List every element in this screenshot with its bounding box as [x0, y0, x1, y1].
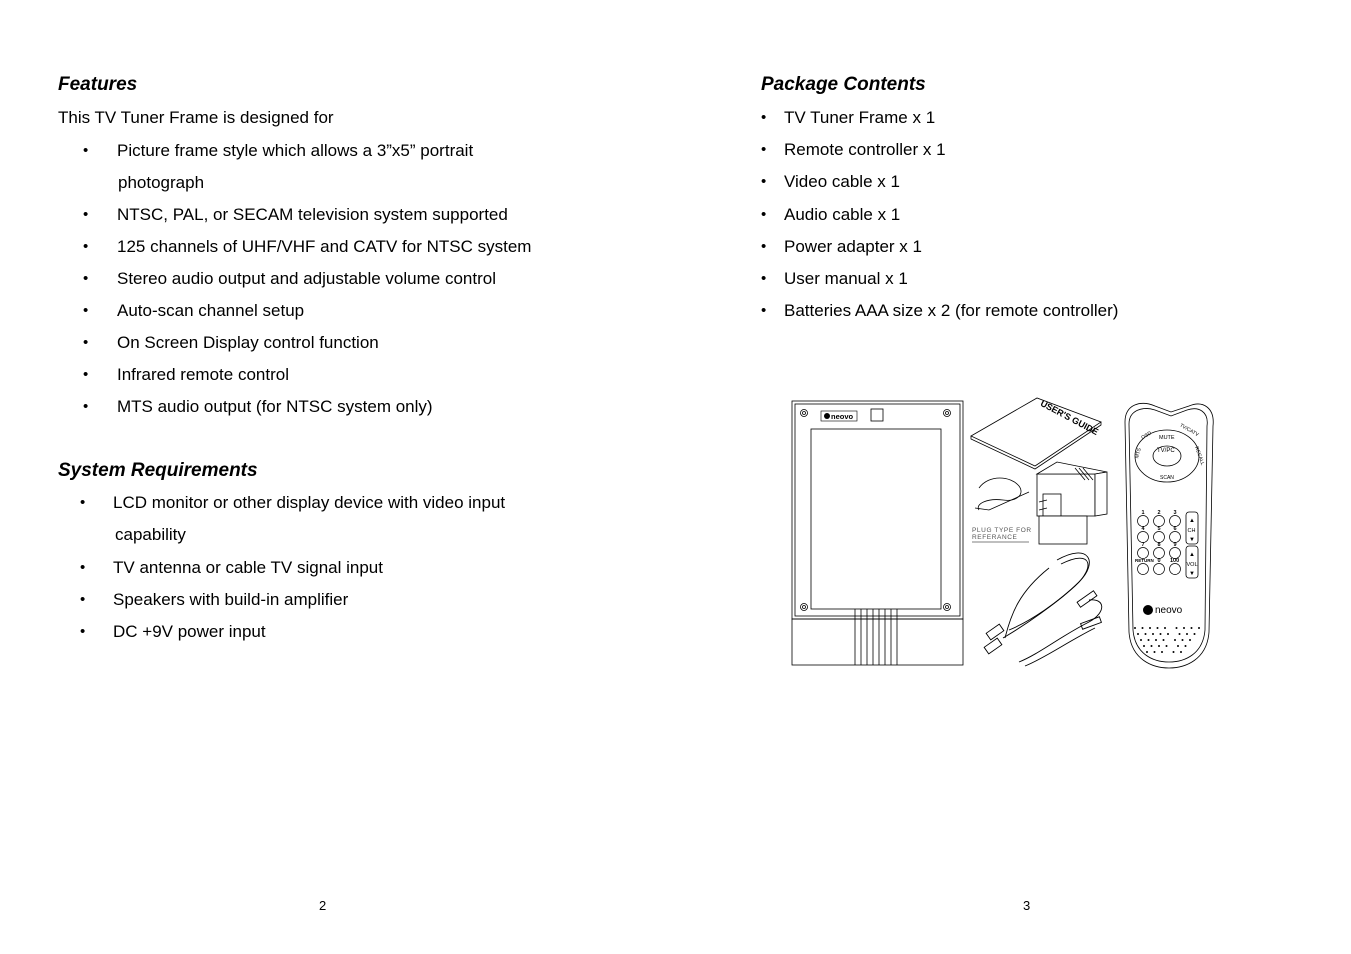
speaker-hole [1142, 627, 1144, 629]
bullet-icon: • [83, 366, 89, 383]
list-item [83, 333, 663, 365]
remote-key-label: 7 [1141, 542, 1145, 548]
remote-vol-up-icon: ▲ [1189, 552, 1195, 558]
speaker-hole [1161, 651, 1163, 653]
speaker-hole [1164, 627, 1166, 629]
cables-drawing [984, 553, 1102, 666]
remote-key [1138, 548, 1149, 559]
list-item-text: User manual x 1 [784, 268, 908, 288]
speaker-hole [1143, 645, 1145, 647]
list-item [83, 301, 663, 333]
bullet-icon: • [83, 302, 89, 319]
list-item-text: Power adapter x 1 [784, 236, 922, 256]
list-item [80, 558, 660, 590]
remote-key-label: 6 [1173, 526, 1177, 532]
features-list [83, 141, 663, 429]
list-item-text: Picture frame style which allows a 3”x5” portrait [117, 141, 474, 160]
remote-key [1138, 564, 1149, 575]
speaker-hole [1182, 639, 1184, 641]
list-item [761, 269, 1321, 301]
remote-key-label: 100 [1170, 558, 1180, 564]
bullet-icon: • [83, 142, 89, 159]
speaker-hole [1158, 645, 1160, 647]
remote-key-label: 3 [1173, 510, 1177, 516]
remote-key [1170, 516, 1181, 527]
speaker-hole [1194, 633, 1196, 635]
manual-drawing [971, 398, 1101, 469]
remote-key [1170, 548, 1181, 559]
list-item-text-continued: capability [115, 525, 186, 545]
remote-key-label: 8 [1157, 542, 1161, 548]
system-requirements-heading: System Requirements [58, 460, 258, 481]
remote-tvpc-label: TV/PC [1157, 448, 1175, 454]
bullet-icon: • [83, 398, 89, 415]
system-requirements-list [80, 493, 660, 654]
remote-key-label: 4 [1141, 526, 1145, 532]
bullet-icon: • [761, 269, 767, 287]
speaker-hole [1191, 627, 1193, 629]
speaker-hole [1152, 633, 1154, 635]
left-page [0, 0, 675, 954]
list-item-text: Audio cable x 1 [784, 204, 901, 224]
remote-logo-icon [1143, 605, 1153, 615]
remote-key [1154, 532, 1165, 543]
list-item [80, 622, 660, 654]
list-item-text: On Screen Display control function [117, 333, 379, 352]
list-item [83, 237, 663, 269]
remote-key [1154, 516, 1165, 527]
page-number-left: 2 [319, 898, 327, 913]
list-item [761, 108, 1321, 140]
speaker-hole [1145, 633, 1147, 635]
speaker-hole [1167, 633, 1169, 635]
speaker-hole [1173, 651, 1175, 653]
bullet-icon: • [83, 238, 89, 255]
remote-key [1170, 564, 1181, 575]
features-intro: This TV Tuner Frame is designed for [58, 108, 334, 127]
bullet-icon: • [761, 173, 767, 191]
features-heading: Features [58, 74, 138, 95]
speaker-hole [1186, 633, 1188, 635]
remote-ch-down-icon: ▼ [1189, 537, 1195, 543]
remote-vol-down-icon: ▼ [1189, 571, 1195, 577]
remote-recall-label: RECALL [1193, 445, 1206, 467]
remote-tvcatv-label: TV/CATV [1178, 422, 1200, 439]
remote-logo: neovo [1155, 605, 1183, 616]
bullet-icon: • [80, 558, 86, 576]
speaker-hole [1157, 627, 1159, 629]
bullet-icon: • [80, 494, 86, 511]
speaker-hole [1179, 633, 1181, 635]
list-item-text: 125 channels of UHF/VHF and CATV for NTSC system [117, 237, 532, 256]
tuner-frame-drawing [792, 401, 963, 665]
package-contents-list [761, 108, 1321, 333]
remote-key [1170, 532, 1181, 543]
remote-key [1138, 516, 1149, 527]
bullet-icon: • [80, 590, 86, 608]
list-item [83, 269, 663, 301]
remote-mts-label: MTS [1134, 447, 1143, 460]
bullet-icon: • [761, 109, 767, 126]
speaker-hole [1160, 633, 1162, 635]
bullet-icon: • [761, 205, 767, 223]
list-item-text: Video cable x 1 [784, 172, 900, 192]
remote-osd-label: OSD [1140, 430, 1153, 441]
list-item-text: TV Tuner Frame x 1 [784, 108, 936, 127]
speaker-hole [1189, 639, 1191, 641]
speaker-hole [1177, 645, 1179, 647]
remote-key-label: 2 [1157, 510, 1161, 516]
plug-note-line1: PLUG TYPE FOR [972, 527, 1032, 534]
speaker-hole [1151, 645, 1153, 647]
speaker-hole [1163, 639, 1165, 641]
speaker-hole [1185, 645, 1187, 647]
remote-scan-label: SCAN [1160, 475, 1174, 481]
manual-label: USER'S GUIDE [1038, 398, 1101, 438]
list-item [761, 140, 1321, 172]
list-item-text: Auto-scan channel setup [117, 301, 305, 320]
list-item [761, 172, 1321, 204]
frame-logo: neovo [831, 412, 854, 421]
list-item [761, 237, 1321, 269]
speaker-hole [1148, 639, 1150, 641]
bullet-icon: • [80, 623, 86, 641]
list-item [80, 493, 660, 558]
remote-mute-label: MUTE [1159, 435, 1175, 441]
plug-note-line2: REFERANCE [972, 534, 1018, 541]
list-item-text: Batteries AAA size x 2 (for remote controller) [784, 301, 1119, 321]
speaker-hole [1198, 627, 1200, 629]
list-item-text: Remote controller x 1 [784, 140, 946, 160]
bullet-icon: • [83, 270, 89, 287]
list-item [83, 397, 663, 429]
remote-key-label: RETURN [1135, 558, 1154, 563]
bullet-icon: • [83, 334, 89, 351]
bullet-icon: • [761, 141, 767, 159]
page-number-right: 3 [1023, 898, 1031, 913]
package-illustration [789, 392, 1219, 670]
speaker-hole [1137, 633, 1139, 635]
speaker-hole [1146, 651, 1148, 653]
remote-key [1154, 548, 1165, 559]
bullet-icon: • [761, 237, 767, 255]
remote-key-label: 9 [1173, 542, 1177, 548]
frame-logo-icon [824, 413, 830, 419]
list-item-text: Stereo audio output and adjustable volume control [117, 269, 496, 288]
list-item-text: MTS audio output (for NTSC system only) [117, 397, 433, 416]
speaker-hole [1180, 651, 1182, 653]
remote-ch-up-icon: ▲ [1189, 518, 1195, 524]
remote-key-label: 5 [1157, 526, 1161, 532]
list-item-text: Infrared remote control [117, 365, 289, 384]
speaker-hole [1183, 627, 1185, 629]
list-item-text: LCD monitor or other display device with video input [113, 493, 506, 512]
list-item [83, 365, 663, 397]
list-item-text-continued: photograph [118, 173, 205, 192]
remote-key [1154, 564, 1165, 575]
remote-ch-label: CH [1187, 528, 1196, 534]
bullet-icon: • [83, 206, 89, 223]
remote-key-label: 0 [1157, 558, 1161, 564]
list-item-text: Speakers with build-in amplifier [113, 589, 349, 609]
list-item [761, 301, 1321, 333]
bullet-icon: • [761, 302, 767, 320]
list-item [83, 141, 663, 205]
speaker-hole [1134, 627, 1136, 629]
list-item-text: DC +9V power input [113, 622, 266, 642]
speaker-hole [1174, 639, 1176, 641]
speaker-hole [1149, 627, 1151, 629]
right-page [703, 0, 1351, 954]
speaker-hole [1140, 639, 1142, 641]
list-item-text: TV antenna or cable TV signal input [113, 557, 383, 577]
remote-vol-label: VOL [1186, 562, 1198, 568]
list-item [83, 205, 663, 237]
list-item [761, 205, 1321, 237]
package-contents-heading: Package Contents [761, 74, 926, 95]
speaker-hole [1166, 645, 1168, 647]
list-item-text: NTSC, PAL, or SECAM television system supported [117, 205, 508, 224]
remote-key-label: 1 [1141, 510, 1145, 516]
remote-key [1138, 532, 1149, 543]
speaker-hole [1154, 651, 1156, 653]
speaker-hole [1176, 627, 1178, 629]
remote-keypad [1135, 510, 1181, 575]
speaker-hole [1155, 639, 1157, 641]
list-item [80, 590, 660, 622]
